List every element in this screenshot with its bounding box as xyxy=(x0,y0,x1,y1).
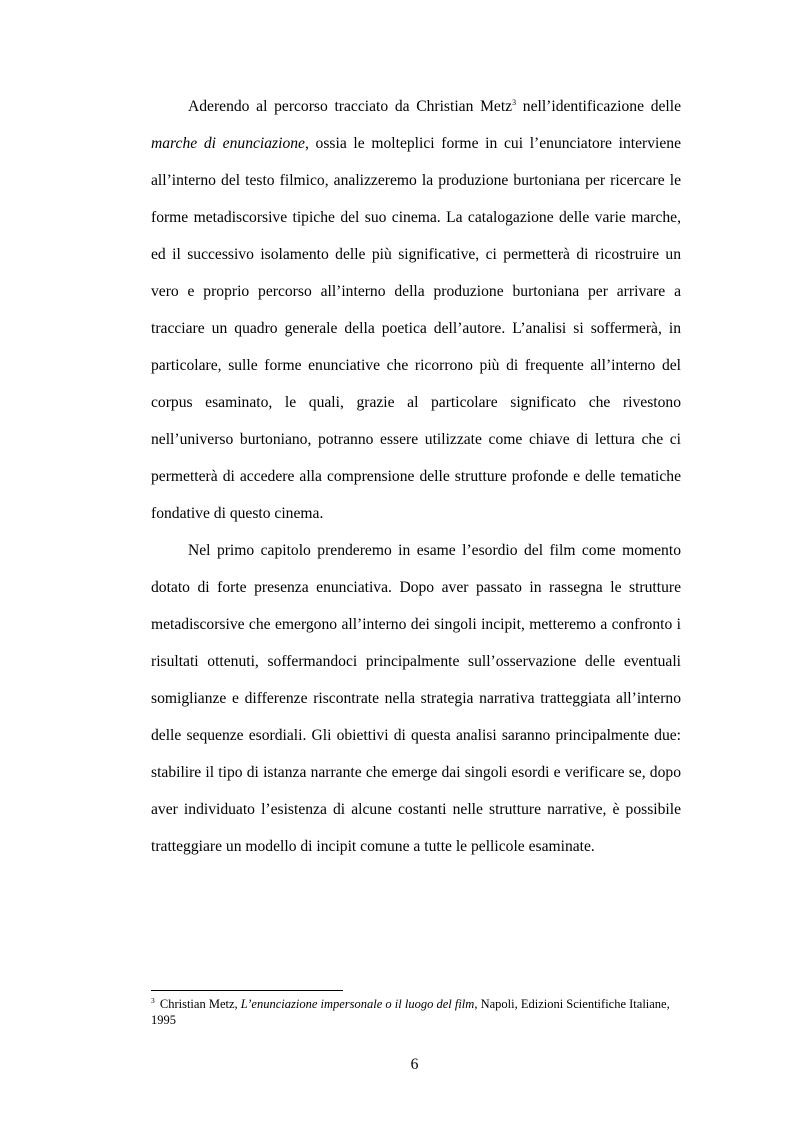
paragraph-1-italic-term: marche di enunciazione xyxy=(151,135,305,152)
page-number: 6 xyxy=(410,1056,419,1073)
paragraph-1-part-3: , ossia le molteplici forme in cui l’enunciatore interviene all’interno del testo filmico, analizzeremo la produzione burtoniana per ricercare le forme metadiscorsive tipiche del suo cinema. La catalogazione delle varie marche, ed il successivo isolamento delle più significative, ci permetterà di ricostruire un vero e proprio percorso all’interno della produzione burtoniana per arrivare a tracciare un quadro generale della poetica dell’autore. L’analisi si soffermerà, in particolare, sulle forme enunciative che ricorrono più di frequente all’interno del corpus esaminato, le quali, grazie al particolare significato che rivestono nell’universo burtoniano, potranno essere utilizzate come chiave di lettura che ci permetterà di accedere alla comprensione delle strutture profonde e delle tematiche fondative di questo cinema. xyxy=(151,135,681,522)
body-text xyxy=(151,88,681,865)
footnote-title: L’enunciazione impersonale o il luogo del film xyxy=(240,997,475,1011)
paragraph-2 xyxy=(151,532,681,865)
paragraph-2-text: Nel primo capitolo prenderemo in esame l’esordio del film come momento dotato di forte presenza enunciativa. Dopo aver passato in rassegna le strutture metadiscorsive che emergono all’interno dei singoli incipit, metteremo a confronto i risultati ottenuti, soffermandoci principalmente sull’osservazione delle eventuali somiglianze e differenze riscontrate nella strategia narrativa tratteggiata all’interno delle sequenze esordiali. Gli obiettivi di questa analisi saranno principalmente due: stabilire il tipo di istanza narrante che emerge dai singoli esordi e verificare se, dopo aver individuato l’esistenza di alcune costanti nelle strutture narrative, è possibile tratteggiare un modello di incipit comune a tutte le pellicole esaminate. xyxy=(151,542,681,855)
paragraph-1-part-2: nell’identificazione delle xyxy=(516,98,681,115)
footnote xyxy=(151,996,681,1028)
footnote-mark: 3 xyxy=(151,996,155,1005)
footnote-reference: 3 xyxy=(512,98,517,107)
paragraph-1 xyxy=(151,88,681,532)
footnote-divider xyxy=(151,990,343,991)
footnote-publication: , Napoli, Edizioni Scientifiche Italiane, 1995 xyxy=(151,997,670,1027)
paragraph-1-part-1: Aderendo al percorso tracciato da Christian Metz xyxy=(188,98,513,115)
footnote-author: Christian Metz, xyxy=(156,997,241,1011)
